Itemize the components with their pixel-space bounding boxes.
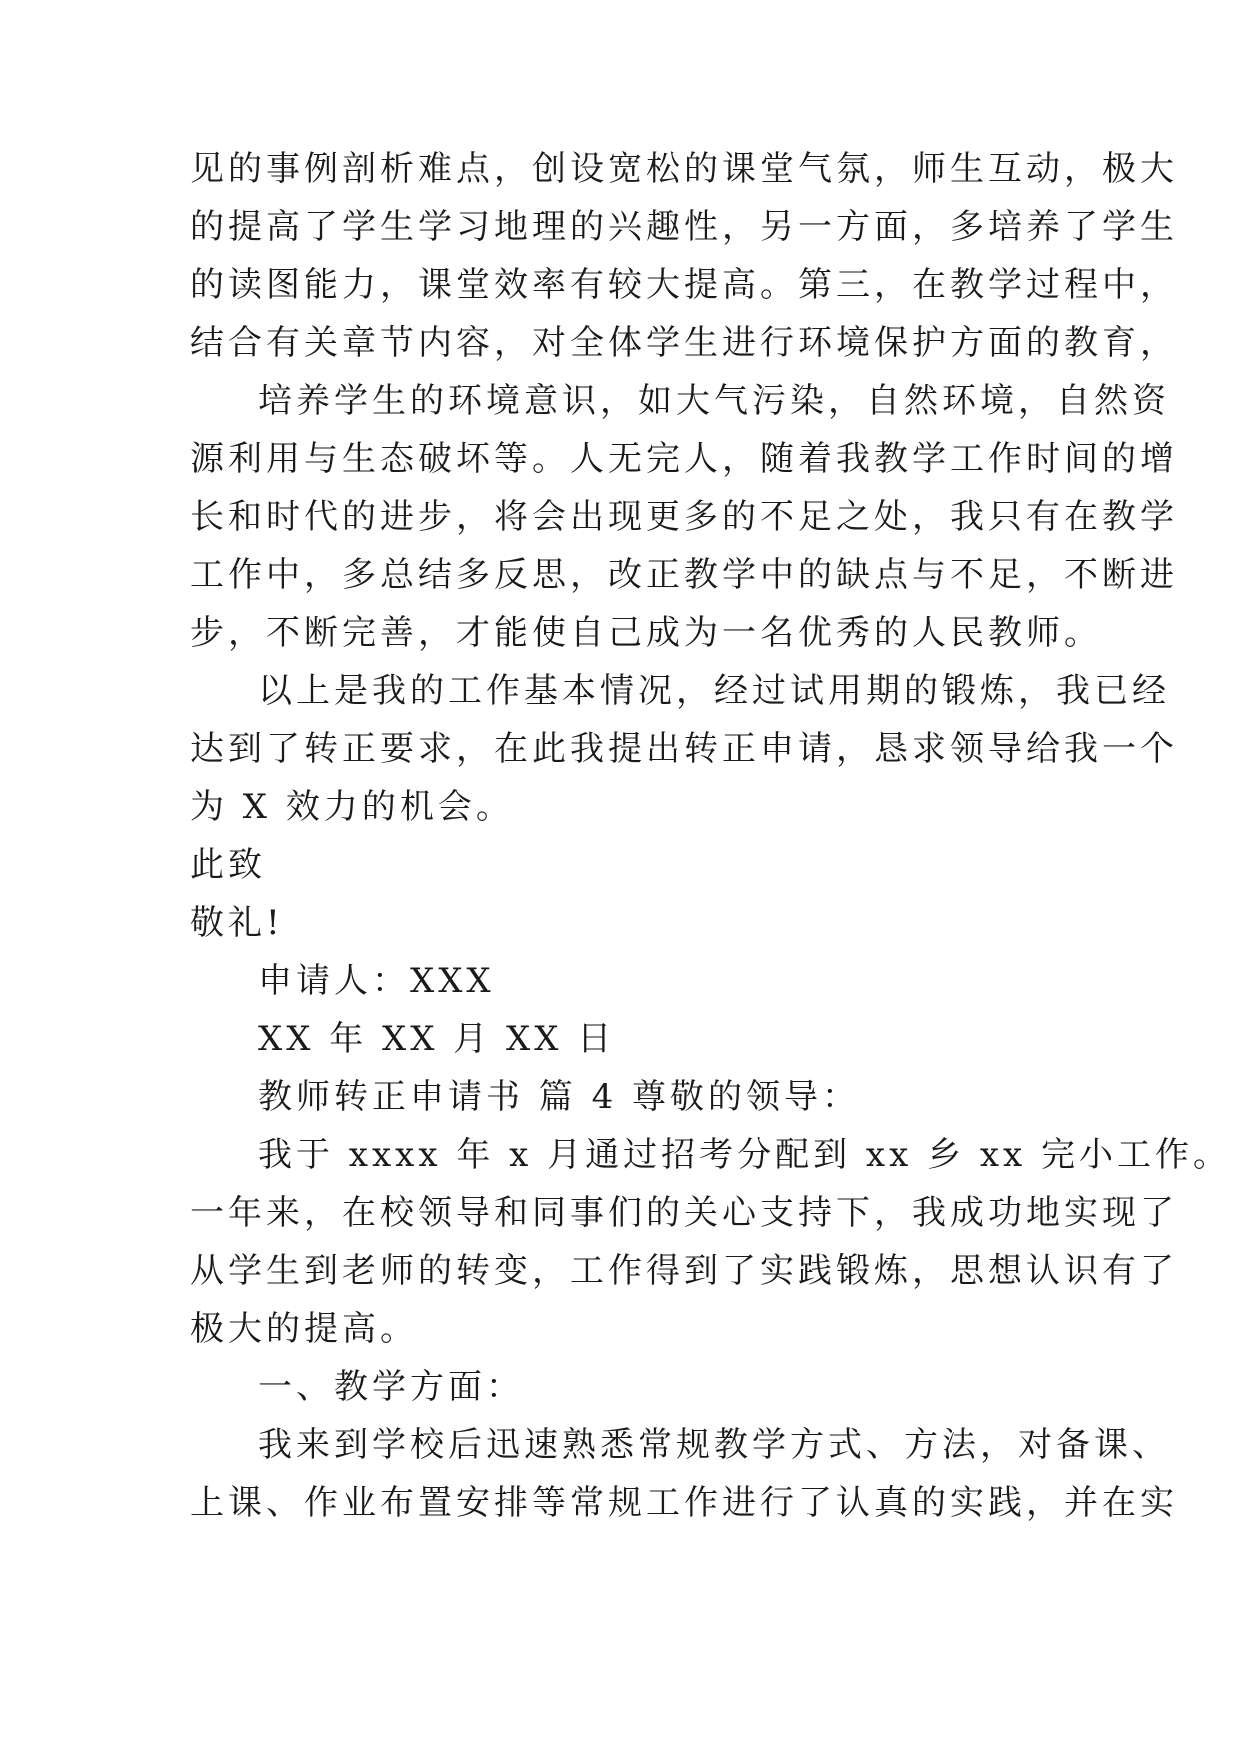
text-line: 极大的提高。	[190, 1309, 418, 1349]
text-line: 从学生到老师的转变，工作得到了实践锻炼，思想认识有了	[190, 1251, 1178, 1291]
text-line: 为 X 效力的机会。	[190, 787, 514, 827]
text-line: 长和时代的进步，将会出现更多的不足之处，我只有在教学	[190, 497, 1178, 537]
text-line: 我于 xxxx 年 x 月通过招考分配到 xx 乡 xx 完小工作。	[258, 1135, 1232, 1175]
text-line: 工作中，多总结多反思，改正教学中的缺点与不足，不断进	[190, 555, 1178, 595]
text-line: 源利用与生态破坏等。人无完人，随着我教学工作时间的增	[190, 439, 1178, 479]
text-line: 结合有关章节内容，对全体学生进行环境保护方面的教育，	[190, 323, 1178, 363]
text-line: 一年来，在校领导和同事们的关心支持下，我成功地实现了	[190, 1193, 1178, 1233]
text-line: 培养学生的环境意识，如大气污染，自然环境，自然资	[258, 381, 1170, 421]
section-heading: 教师转正申请书 篇 4 尊敬的领导：	[258, 1077, 861, 1117]
text-line: 达到了转正要求，在此我提出转正申请，恳求领导给我一个	[190, 729, 1178, 769]
text-line: 步，不断完善，才能使自己成为一名优秀的人民教师。	[190, 613, 1102, 653]
text-line: 以上是我的工作基本情况，经过试用期的锻炼，我已经	[258, 671, 1170, 711]
closing-line: 此致	[190, 845, 266, 885]
text-line: 的提高了学生学习地理的兴趣性，另一方面，多培养了学生	[190, 207, 1178, 247]
salutation-line: 敬礼!	[190, 903, 284, 943]
subheading-line: 一、教学方面：	[258, 1367, 524, 1407]
applicant-line: 申请人：XXX	[258, 961, 495, 1001]
text-line: 上课、作业布置安排等常规工作进行了认真的实践，并在实	[190, 1483, 1178, 1523]
text-line: 见的事例剖析难点，创设宽松的课堂气氛，师生互动，极大	[190, 149, 1178, 189]
text-line: 我来到学校后迅速熟悉常规教学方式、方法，对备课、	[258, 1425, 1170, 1465]
date-line: XX 年 XX 月 XX 日	[258, 1019, 616, 1059]
text-line: 的读图能力，课堂效率有较大提高。第三，在教学过程中，	[190, 265, 1178, 305]
